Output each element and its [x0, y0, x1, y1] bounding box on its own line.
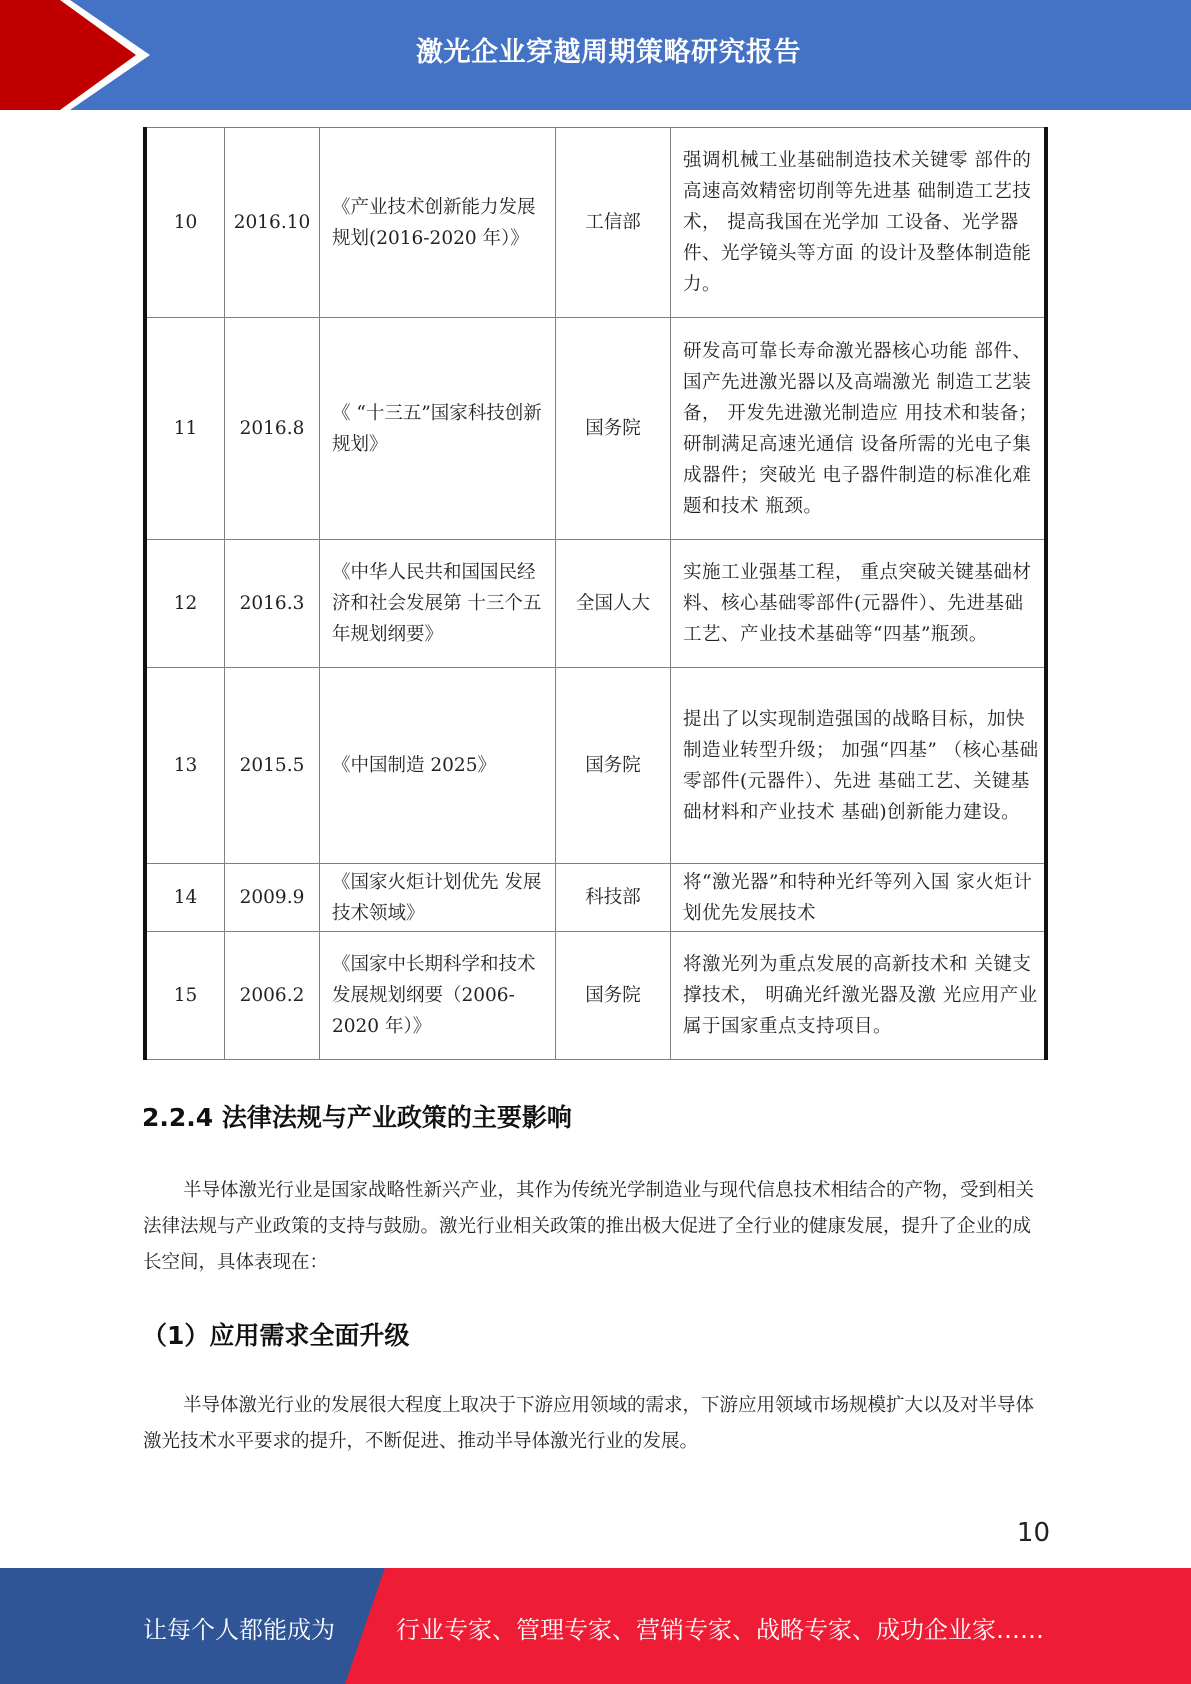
subsection-heading: （1）应用需求全面升级: [142, 1321, 410, 1350]
table-row: [145, 540, 1046, 668]
subsection-paragraph: 半导体激光行业的发展很大程度上取决于下游应用领域的需求，下游应用领域市场规模扩大以及对半导体激光技术水平要求的提升，不断促进、推动半导体激光行业的发展。: [143, 1395, 1035, 1452]
row-date: 2016.10: [225, 128, 320, 318]
row-issuer: 国务院: [556, 932, 671, 1060]
row-date: 2009.9: [225, 864, 320, 932]
footer-slogan-left: 让每个人都能成为: [143, 1616, 335, 1644]
footer-slogan-right: 行业专家、管理专家、营销专家、战略专家、成功企业家……: [396, 1616, 1044, 1644]
row-number: 13: [145, 668, 225, 864]
row-policy-name: 《 “十三五”国家科技创新规划》: [320, 318, 556, 540]
table-row: [145, 864, 1046, 932]
report-title: 激光企业穿越周期策略研究报告: [416, 37, 801, 68]
row-policy-name: 《国家火炬计划优先 发展技术领域》: [320, 864, 556, 932]
row-policy-name: 《中国制造 2025》: [320, 668, 556, 864]
row-date: 2016.3: [225, 540, 320, 668]
row-date: 2016.8: [225, 318, 320, 540]
page-number: 10: [1016, 1518, 1050, 1548]
row-date: 2006.2: [225, 932, 320, 1060]
policy-table: [143, 127, 1048, 1060]
page-header: [0, 0, 1191, 110]
table-row: [145, 932, 1046, 1060]
row-number: 15: [145, 932, 225, 1060]
row-description: 提出了以实现制造强国的战略目标，加快制造业转型升级； 加强“四基” （核心基础零部件(元器件）、先进 基础工艺、关键基础材料和产业技术 基础)创新能力建设。: [671, 668, 1047, 864]
row-number: 12: [145, 540, 225, 668]
row-issuer: 科技部: [556, 864, 671, 932]
row-description: 实施工业强基工程， 重点突破关键基础材料、核心基础零部件(元器件）、先进基础工艺、产业技术基础等“四基”瓶颈。: [671, 540, 1047, 668]
row-date: 2015.5: [225, 668, 320, 864]
row-policy-name: 《中华人民共和国国民经济和社会发展第 十三个五年规划纲要》: [320, 540, 556, 668]
row-policy-name: 《产业技术创新能力发展规划(2016-2020 年）》: [320, 128, 556, 318]
page-footer: [0, 1568, 1191, 1684]
table-row: [145, 128, 1046, 318]
section-paragraph: 半导体激光行业是国家战略性新兴产业，其作为传统光学制造业与现代信息技术相结合的产物，受到相关法律法规与产业政策的支持与鼓励。激光行业相关政策的推出极大促进了全行业的健康发展，提升了企业的成长空间，具体表现在：: [143, 1180, 1035, 1273]
section-heading: 2.2.4 法律法规与产业政策的主要影响: [142, 1103, 572, 1132]
row-number: 10: [145, 128, 225, 318]
table-row: [145, 668, 1046, 864]
row-description: 将“激光器”和特种光纤等列入国 家火炬计划优先发展技术: [671, 864, 1047, 932]
row-issuer: 国务院: [556, 318, 671, 540]
row-issuer: 工信部: [556, 128, 671, 318]
row-description: 强调机械工业基础制造技术关键零 部件的高速高效精密切削等先进基 础制造工艺技术， 提高我国在光学加 工设备、光学器件、光学镜头等方面 的设计及整体制造能力。: [671, 128, 1047, 318]
row-issuer: 全国人大: [556, 540, 671, 668]
row-policy-name: 《国家中长期科学和技术发展规划纲要（2006-2020 年）》: [320, 932, 556, 1060]
row-description: 将激光列为重点发展的高新技术和 关键支撑技术， 明确光纤激光器及激 光应用产业属于国家重点支持项目。: [671, 932, 1047, 1060]
row-number: 11: [145, 318, 225, 540]
row-description: 研发高可靠长寿命激光器核心功能 部件、国产先进激光器以及高端激光 制造工艺装备， 开发先进激光制造应 用技术和装备； 研制满足高速光通信 设备所需的光电子集成器件；突破光 电子器件制造的标准化难题和技术 瓶颈。: [671, 318, 1047, 540]
row-issuer: 国务院: [556, 668, 671, 864]
row-number: 14: [145, 864, 225, 932]
table-row: [145, 318, 1046, 540]
